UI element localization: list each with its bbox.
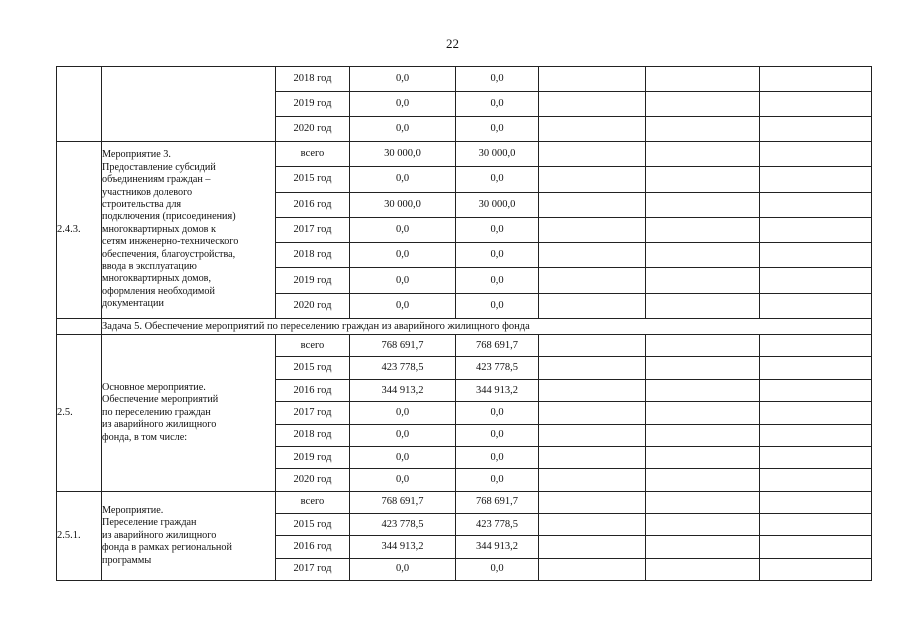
budget-amount-cell: 0,0 <box>456 92 539 117</box>
task-row <box>57 319 872 335</box>
budget-amount-cell: 423 778,5 <box>456 514 539 536</box>
empty-cell-1 <box>539 192 646 217</box>
empty-cell-2 <box>646 514 760 536</box>
budget-amount-cell: 0,0 <box>456 558 539 580</box>
description-line: оформления необходимой <box>102 285 215 297</box>
budget-amount-cell: 0,0 <box>456 67 539 92</box>
empty-cell-1 <box>539 92 646 117</box>
budget-amount-cell: 30 000,0 <box>456 142 539 167</box>
description-line: Переселение граждан <box>102 517 197 529</box>
empty-cell-3 <box>760 514 872 536</box>
item-number: 2.5.1. <box>57 491 102 580</box>
empty-cell-1 <box>539 357 646 379</box>
empty-cell-2 <box>646 92 760 117</box>
item-number: 2.4.3. <box>57 142 102 319</box>
period-cell: 2019 год <box>276 268 350 293</box>
budget-amount-cell: 0,0 <box>456 469 539 491</box>
description-line: ввода в эксплуатацию <box>102 261 197 273</box>
empty-cell-2 <box>646 167 760 192</box>
empty-cell-1 <box>539 167 646 192</box>
total-amount-cell: 768 691,7 <box>350 491 456 513</box>
empty-cell-1 <box>539 491 646 513</box>
description-line: из аварийного жилищного <box>102 419 217 431</box>
period-cell: 2020 год <box>276 293 350 318</box>
budget-amount-cell: 344 913,2 <box>456 536 539 558</box>
budget-amount-cell: 768 691,7 <box>456 335 539 357</box>
empty-cell-1 <box>539 469 646 491</box>
budget-amount-cell: 0,0 <box>456 117 539 142</box>
empty-cell-2 <box>646 117 760 142</box>
empty-cell-2 <box>646 268 760 293</box>
empty-cell-3 <box>760 117 872 142</box>
total-amount-cell: 0,0 <box>350 92 456 117</box>
empty-cell-2 <box>646 558 760 580</box>
total-amount-cell: 0,0 <box>350 469 456 491</box>
empty-cell-1 <box>539 335 646 357</box>
total-amount-cell: 0,0 <box>350 402 456 424</box>
empty-cell-2 <box>646 192 760 217</box>
empty-cell-2 <box>646 402 760 424</box>
empty-cell-1 <box>539 447 646 469</box>
empty-cell-3 <box>760 335 872 357</box>
description-line: Основное мероприятие. <box>102 381 206 393</box>
period-cell: 2019 год <box>276 92 350 117</box>
empty-cell-2 <box>646 536 760 558</box>
period-cell: 2018 год <box>276 424 350 446</box>
empty-cell-2 <box>646 447 760 469</box>
empty-cell-3 <box>760 192 872 217</box>
empty-cell-2 <box>646 469 760 491</box>
budget-amount-cell: 0,0 <box>456 293 539 318</box>
period-cell: 2020 год <box>276 117 350 142</box>
empty-cell-1 <box>539 379 646 401</box>
description-line: Обеспечение мероприятий <box>102 394 219 406</box>
description-line: обеспечения, благоустройства, <box>102 248 236 260</box>
program-table <box>56 66 872 581</box>
empty-cell-2 <box>646 67 760 92</box>
total-amount-cell: 344 913,2 <box>350 536 456 558</box>
item-description <box>102 335 276 492</box>
empty-cell-1 <box>539 217 646 242</box>
empty-cell-1 <box>539 243 646 268</box>
total-amount-cell: 30 000,0 <box>350 142 456 167</box>
total-amount-cell: 0,0 <box>350 167 456 192</box>
empty-cell-3 <box>760 92 872 117</box>
item-number <box>57 67 102 142</box>
period-cell: 2017 год <box>276 217 350 242</box>
budget-amount-cell: 0,0 <box>456 268 539 293</box>
period-cell: 2019 год <box>276 447 350 469</box>
empty-cell-3 <box>760 536 872 558</box>
item-description <box>102 142 276 319</box>
total-amount-cell: 0,0 <box>350 424 456 446</box>
empty-cell-2 <box>646 335 760 357</box>
empty-cell-1 <box>539 402 646 424</box>
description-line: строительства для <box>102 199 182 211</box>
empty-cell-1 <box>539 268 646 293</box>
empty-cell-3 <box>760 142 872 167</box>
budget-amount-cell: 0,0 <box>456 243 539 268</box>
empty-cell-3 <box>760 293 872 318</box>
empty-cell-3 <box>760 424 872 446</box>
empty-cell-2 <box>646 491 760 513</box>
period-cell: 2016 год <box>276 379 350 401</box>
budget-amount-cell: 0,0 <box>456 402 539 424</box>
description-line: Мероприятие. <box>102 504 164 516</box>
empty-cell-3 <box>760 558 872 580</box>
period-cell: 2015 год <box>276 357 350 379</box>
empty-cell-3 <box>760 447 872 469</box>
period-cell: 2018 год <box>276 67 350 92</box>
empty-cell-3 <box>760 67 872 92</box>
period-cell: 2015 год <box>276 514 350 536</box>
item-description <box>102 67 276 142</box>
total-amount-cell: 0,0 <box>350 243 456 268</box>
empty-cell-1 <box>539 142 646 167</box>
description-line: программы <box>102 554 152 566</box>
period-cell: 2016 год <box>276 192 350 217</box>
page-number: 22 <box>446 36 459 51</box>
empty-cell-3 <box>760 379 872 401</box>
empty-cell-3 <box>760 469 872 491</box>
empty-cell-1 <box>539 67 646 92</box>
total-amount-cell: 0,0 <box>350 217 456 242</box>
empty-cell-2 <box>646 379 760 401</box>
budget-amount-cell: 30 000,0 <box>456 192 539 217</box>
description-line: Мероприятие 3. <box>102 149 171 161</box>
budget-amount-cell: 768 691,7 <box>456 491 539 513</box>
budget-amount-cell: 344 913,2 <box>456 379 539 401</box>
empty-cell-1 <box>539 117 646 142</box>
total-amount-cell: 0,0 <box>350 293 456 318</box>
total-amount-cell: 344 913,2 <box>350 379 456 401</box>
empty-cell-3 <box>760 167 872 192</box>
empty-cell-1 <box>539 514 646 536</box>
period-cell: 2015 год <box>276 167 350 192</box>
total-amount-cell: 0,0 <box>350 447 456 469</box>
period-cell: 2017 год <box>276 558 350 580</box>
description-line: по переселению граждан <box>102 406 211 418</box>
empty-cell-1 <box>539 293 646 318</box>
empty-cell-3 <box>760 243 872 268</box>
empty-cell-1 <box>539 536 646 558</box>
total-amount-cell: 423 778,5 <box>350 514 456 536</box>
period-cell: 2020 год <box>276 469 350 491</box>
empty-cell-2 <box>646 424 760 446</box>
empty-cell-3 <box>760 357 872 379</box>
empty-cell-2 <box>646 142 760 167</box>
empty-cell-2 <box>646 357 760 379</box>
empty-cell-1 <box>539 424 646 446</box>
total-amount-cell: 423 778,5 <box>350 357 456 379</box>
empty-cell-3 <box>760 402 872 424</box>
period-cell: 2018 год <box>276 243 350 268</box>
task-title: Задача 5. Обеспечение мероприятий по переселению граждан из аварийного жилищного фонда <box>102 319 872 335</box>
description-line: фонда, в том числе: <box>102 431 188 443</box>
description-line: сетям инженерно-технического <box>102 236 239 248</box>
period-cell: 2017 год <box>276 402 350 424</box>
empty-cell-3 <box>760 268 872 293</box>
table-row <box>57 67 872 92</box>
empty-cell-2 <box>646 293 760 318</box>
total-amount-cell: 768 691,7 <box>350 335 456 357</box>
item-description <box>102 491 276 580</box>
empty-cell-3 <box>760 491 872 513</box>
empty-cell-3 <box>760 217 872 242</box>
empty-cell-2 <box>646 217 760 242</box>
task-number-cell <box>57 319 102 335</box>
total-amount-cell: 30 000,0 <box>350 192 456 217</box>
description-line: многоквартирных домов, <box>102 273 212 285</box>
total-amount-cell: 0,0 <box>350 117 456 142</box>
description-line: многоквартирных домов к <box>102 223 216 235</box>
table-body <box>57 67 872 581</box>
period-cell: всего <box>276 335 350 357</box>
table-row <box>57 335 872 357</box>
period-cell: всего <box>276 491 350 513</box>
item-number: 2.5. <box>57 335 102 492</box>
table-row <box>57 491 872 513</box>
description-line: фонда в рамках региональной <box>102 542 232 554</box>
budget-amount-cell: 423 778,5 <box>456 357 539 379</box>
description-line: Предоставление субсидий <box>102 161 216 173</box>
budget-amount-cell: 0,0 <box>456 167 539 192</box>
description-line: документации <box>102 298 164 310</box>
description-line: участников долевого <box>102 186 193 198</box>
table-row <box>57 142 872 167</box>
total-amount-cell: 0,0 <box>350 268 456 293</box>
total-amount-cell: 0,0 <box>350 558 456 580</box>
empty-cell-2 <box>646 243 760 268</box>
description-line: объединениям граждан – <box>102 174 211 186</box>
description-line: подключения (присоединения) <box>102 211 236 223</box>
budget-amount-cell: 0,0 <box>456 217 539 242</box>
period-cell: 2016 год <box>276 536 350 558</box>
total-amount-cell: 0,0 <box>350 67 456 92</box>
budget-amount-cell: 0,0 <box>456 424 539 446</box>
period-cell: всего <box>276 142 350 167</box>
empty-cell-1 <box>539 558 646 580</box>
description-line: из аварийного жилищного <box>102 529 217 541</box>
budget-amount-cell: 0,0 <box>456 447 539 469</box>
